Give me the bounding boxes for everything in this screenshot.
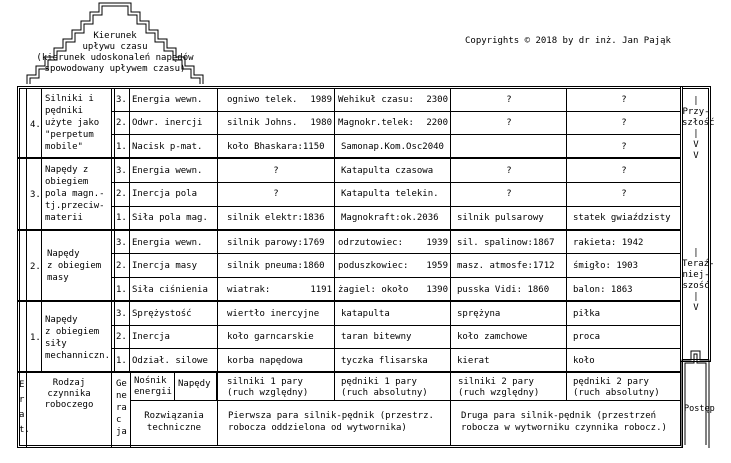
gen1-propulsor-year: 1390 — [426, 285, 448, 295]
header-title-line-4: spowodowany upływem czasu) — [44, 64, 186, 74]
gen2-propulsor: ? — [621, 189, 627, 199]
gen2-propulsor: ? — [621, 118, 627, 128]
gen1-propulsor: odrzutowiec: — [338, 238, 404, 248]
energy-type: Sprężystość — [132, 309, 192, 319]
row-number: 4. — [30, 120, 41, 130]
gen1-propulsor: Magnokraft:ok.2036 — [341, 213, 439, 223]
present-line: Teraź- — [682, 259, 715, 269]
row-label — [45, 93, 99, 153]
row-label-line: pędniki — [45, 106, 83, 116]
gen1-motor: ? — [273, 189, 279, 199]
energy-type: Inercja masy — [132, 261, 198, 271]
row-label-line: Napędy — [47, 249, 80, 259]
row-label-line: Napędy — [45, 315, 78, 325]
row-label-line: obiegiem — [45, 177, 89, 187]
energy-carrier-line: Nośnik — [134, 376, 167, 386]
gen1-motor: ogniwo telek. — [227, 95, 298, 105]
gen2-motors-line: silniki 2 pary — [458, 377, 534, 387]
future-line: | — [693, 96, 699, 106]
row-label — [47, 248, 101, 284]
gen1-motor: ? — [273, 166, 279, 176]
future-line: V — [693, 140, 699, 150]
gen1-propulsor: Wehikuł czasu: — [338, 95, 414, 105]
future-line: szłość — [682, 118, 715, 128]
energy-type: Inercja pola — [132, 189, 198, 199]
gen2-propulsor: proca — [573, 332, 601, 342]
first-pair-line: robocza oddzielona od wytwornika) — [228, 423, 407, 433]
row-label-line: Silniki i — [45, 94, 94, 104]
subrow-number: 3. — [116, 95, 127, 105]
gen2-propulsor: rakieta: 1942 — [573, 238, 644, 248]
gen1-motors-line: silniki 1 pary — [227, 377, 303, 387]
header-title-line-3: (kierunek udoskonaleń napędów — [36, 53, 194, 63]
subrow-number: 3. — [116, 309, 127, 319]
gen2-propulsor: ? — [621, 166, 627, 176]
energy-carrier-label — [134, 376, 172, 398]
gen1-motors-line: (ruch względny) — [227, 388, 309, 398]
energy-type: Odwr. inercji — [132, 118, 203, 128]
gen2-propulsor: koło — [573, 356, 595, 366]
gen2-propulsor: balon: 1863 — [573, 285, 633, 295]
gen2-propulsors — [573, 377, 660, 399]
present-line: szość — [682, 281, 710, 291]
present-line: | — [693, 248, 699, 258]
row-label-line: mobile" — [45, 142, 83, 152]
row-label-line: "perpetum — [45, 130, 94, 140]
gen2-propulsors-line: pędniki 2 pary — [573, 377, 649, 387]
energy-type: Siła pola mag. — [132, 213, 208, 223]
energy-type: Inercja — [132, 332, 170, 342]
row-label-line: użyte jako — [45, 118, 100, 128]
subrow-number: 2. — [116, 261, 127, 271]
future-line: V — [693, 151, 699, 161]
era-letter: E — [19, 380, 25, 390]
subrow-number: 2. — [116, 189, 127, 199]
generation-letters — [116, 378, 127, 438]
header-title-line-1: Kierunek — [93, 31, 137, 41]
gen1-propulsor-year: 1939 — [426, 238, 448, 248]
working-agent-line: czynnika — [47, 389, 91, 399]
progress-label: Postęp — [684, 404, 715, 414]
gen2-motor: masz. atmosfe:1712 — [457, 261, 555, 271]
gen1-motor: wiatrak: — [227, 285, 271, 295]
energy-type: Energia wewn. — [132, 95, 203, 105]
row-number: 3. — [30, 190, 41, 200]
gen1-propulsor: Magnokr.telek: — [338, 118, 414, 128]
row-label — [45, 164, 105, 224]
gen1-motor: korba napędowa — [227, 356, 303, 366]
gen2-motor: pusska Vidi: 1860 — [457, 285, 550, 295]
drives-label: Napędy — [178, 379, 211, 389]
gen1-motor: wiertło inercyjne — [227, 309, 320, 319]
generation-letter: ne — [116, 391, 127, 401]
gen1-motor: koło garncarskie — [227, 332, 314, 342]
second-pair-description — [461, 410, 667, 434]
gen1-motor: silnik elektr:1836 — [227, 213, 325, 223]
technical-solutions-line: techniczne — [146, 423, 202, 433]
working-agent-label — [27, 378, 111, 411]
row-label-line: materii — [45, 213, 83, 223]
energy-carrier-line: energii — [134, 387, 172, 397]
row-label-line: mechanniczn. — [45, 351, 111, 361]
gen1-propulsor: Samonap.Kom.Osc2040 — [341, 142, 444, 152]
gen2-motor: ? — [506, 95, 512, 105]
gen1-motor-year: 1989 — [310, 95, 332, 105]
technical-solutions-line: Rozwiązania — [144, 411, 204, 421]
energy-type: Odział. silowe — [132, 356, 208, 366]
subrow-number: 2. — [116, 332, 127, 342]
gen1-propulsor: tyczka flisarska — [341, 356, 428, 366]
gen1-propulsor: poduszkowiec: — [338, 261, 409, 271]
gen2-propulsor: ? — [621, 142, 627, 152]
subrow-number: 3. — [116, 238, 127, 248]
subrow-number: 1. — [116, 142, 127, 152]
second-pair-line: Druga para silnik-pędnik (przestrzeń — [461, 411, 657, 421]
energy-type: Energia wewn. — [132, 238, 203, 248]
row-label-line: siły — [45, 339, 67, 349]
gen1-motor: koło Bhaskara:1150 — [227, 142, 325, 152]
present-line: niej- — [682, 270, 710, 280]
header-title — [28, 31, 202, 75]
gen2-motor: sil. spalinow:1867 — [457, 238, 555, 248]
subrow-number: 1. — [116, 356, 127, 366]
row-label-line: pola magn.- — [45, 189, 105, 199]
generation-letter: c — [116, 415, 122, 425]
era-letter: a — [19, 410, 25, 420]
gen2-motor: ? — [506, 189, 512, 199]
second-pair-line: robocza w wytworniku czynnika robocz.) — [461, 423, 667, 433]
first-pair-description — [228, 410, 434, 434]
era-letter: t. — [19, 425, 30, 435]
gen2-motor: kierat — [457, 356, 490, 366]
gen2-propulsor: śmigło: 1903 — [573, 261, 639, 271]
gen1-motor: silnik Johns. — [227, 118, 298, 128]
working-agent-line: Rodzaj — [52, 378, 86, 388]
row-number: 1. — [30, 333, 41, 343]
gen2-propulsor: ? — [621, 95, 627, 105]
energy-type: Siła ciśnienia — [132, 285, 208, 295]
gen1-motor: silnik parowy:1769 — [227, 238, 325, 248]
generation-letter: ja — [116, 427, 127, 437]
working-agent-line: roboczego — [44, 400, 94, 410]
gen1-propulsor: Katapulta telekin. — [341, 189, 439, 199]
gen2-motor: ? — [506, 118, 512, 128]
gen2-propulsor: statek gwiaździsty — [573, 213, 671, 223]
subrow-number: 3. — [116, 166, 127, 176]
present-label — [682, 248, 715, 314]
gen2-motors-line: (ruch względny) — [458, 388, 540, 398]
gen2-propulsors-line: (ruch absolutny) — [573, 388, 660, 398]
first-pair-line: Pierwsza para silnik-pędnik (przestrz. — [228, 411, 434, 421]
row-label-line: tj.przeciw- — [45, 201, 105, 211]
technical-solutions-label — [132, 410, 216, 434]
row-label-line: z obiegiem — [47, 261, 102, 271]
gen2-motor: sprężyna — [457, 309, 501, 319]
era-letter: r — [19, 395, 25, 405]
header-title-line-2: upływu czasu — [82, 42, 148, 52]
subrow-number: 1. — [116, 213, 127, 223]
gen1-motor: silnik pneuma:1860 — [227, 261, 325, 271]
future-line: | — [693, 129, 699, 139]
future-line: Przy- — [682, 107, 710, 117]
gen1-propulsors-line: (ruch absolutny) — [341, 388, 428, 398]
gen1-propulsor-year: 2300 — [426, 95, 448, 105]
energy-type: Energia wewn. — [132, 166, 203, 176]
gen1-propulsor: Katapulta czasowa — [341, 166, 434, 176]
row-label-line: masy — [47, 273, 69, 283]
gen2-motor: silnik pulsarowy — [457, 213, 544, 223]
present-line: V — [693, 303, 699, 313]
row-label-line: z obiegiem — [45, 327, 100, 337]
row-label-line: Napędy z — [45, 165, 89, 175]
gen2-motors — [458, 377, 539, 399]
row-number: 2. — [30, 262, 41, 272]
generation-letter: Ge — [116, 379, 127, 389]
gen1-propulsor-year: 2200 — [426, 118, 448, 128]
gen2-propulsor: piłka — [573, 309, 601, 319]
gen1-propulsor: katapulta — [341, 309, 390, 319]
row-label — [45, 314, 110, 362]
gen1-propulsor: taran bitewny — [341, 332, 412, 342]
gen2-motor: koło zamchowe — [457, 332, 528, 342]
gen1-propulsors-line: pędniki 1 pary — [341, 377, 417, 387]
gen1-motor-year: 1980 — [310, 118, 332, 128]
subrow-number: 2. — [116, 118, 127, 128]
gen1-motor-year: 1191 — [310, 285, 332, 295]
subrow-number: 1. — [116, 285, 127, 295]
generation-letter: ra — [116, 403, 127, 413]
gen1-propulsor-year: 1959 — [426, 261, 448, 271]
gen1-propulsor: żagiel: około — [338, 285, 409, 295]
gen1-propulsors — [341, 377, 428, 399]
copyright: Copyrights © 2018 by dr inż. Jan Pająk — [465, 36, 671, 46]
present-line: | — [693, 292, 699, 302]
energy-type: Nacisk p-mat. — [132, 142, 203, 152]
gen2-motor: ? — [506, 166, 512, 176]
future-label — [682, 96, 715, 162]
gen1-motors — [227, 377, 308, 399]
